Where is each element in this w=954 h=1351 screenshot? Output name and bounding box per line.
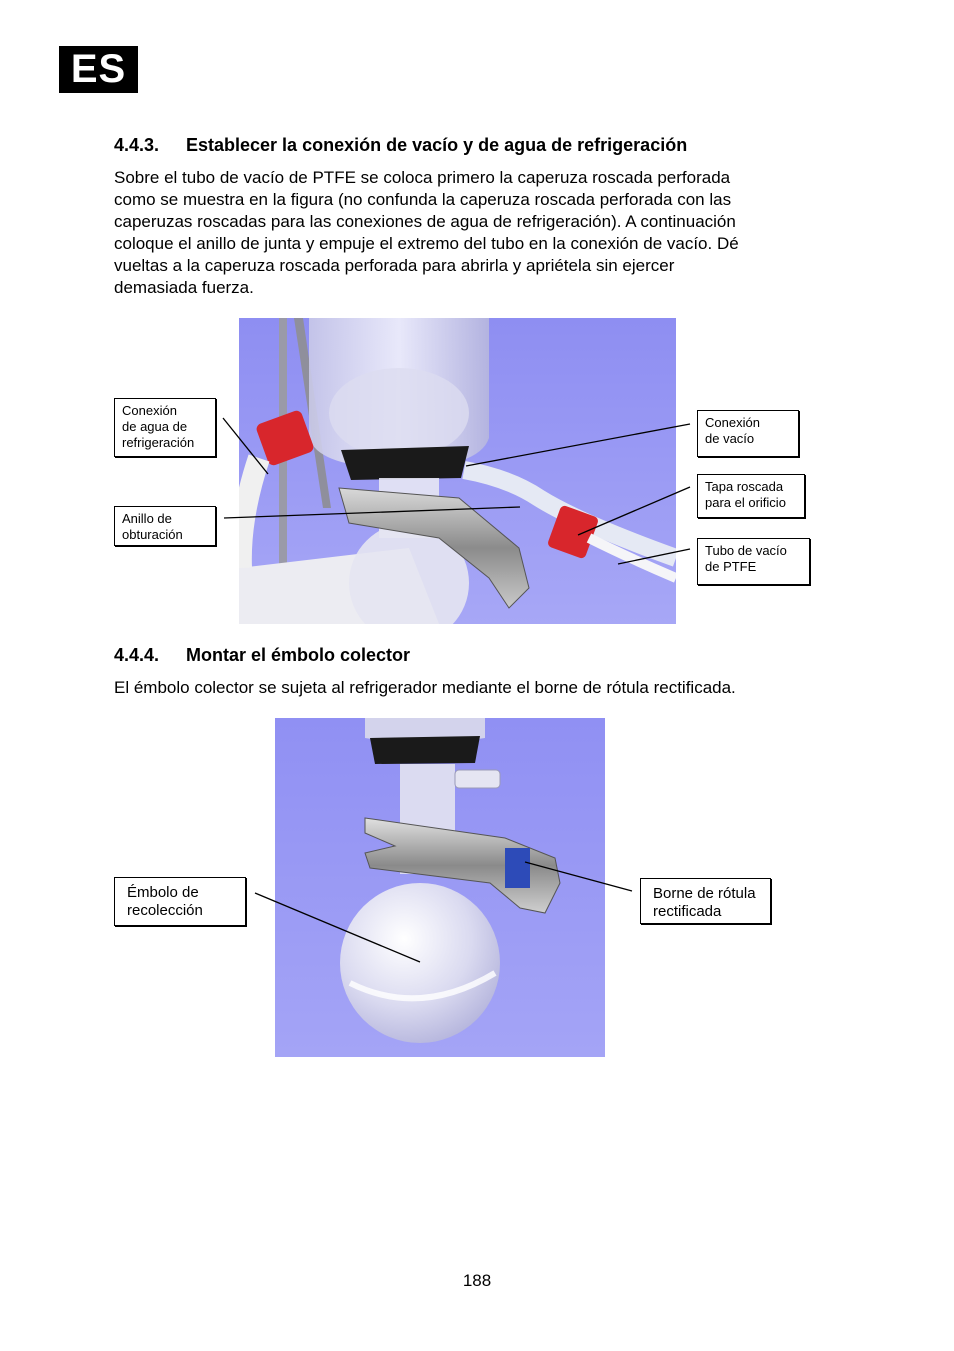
body-line: como se muestra en la figura (no confunda la caperuza roscada perforada con las (114, 190, 732, 209)
label-screw-cap: Tapa roscada para el orificio (697, 474, 805, 518)
section-heading-vacuum (114, 134, 687, 156)
label-ptfe-tube: Tubo de vacío de PTFE (697, 538, 810, 585)
photo-vacuum-connection (239, 318, 676, 624)
body-line: coloque el anillo de junta y empuje el extremo del tubo en la conexión de vacío. Dé (114, 234, 739, 253)
section-number: 4.4.3. (114, 135, 160, 155)
body-line: vueltas a la caperuza roscada perforada para abrirla y apriétela sin ejercer (114, 256, 675, 275)
body-line: El émbolo colector se sujeta al refrigerador mediante el borne de rótula rectificada. (114, 678, 736, 697)
body-line: caperuzas roscadas para las conexiones de agua de refrigeración). A continuación (114, 212, 736, 231)
label-receiving-flask: Émbolo de recolección (114, 877, 246, 926)
body-line: demasiada fuerza. (114, 278, 254, 297)
photo-flask-illustration (275, 718, 605, 1057)
section-title: Establecer la conexión de vacío y de agua de refrigeración (186, 135, 688, 155)
label-cooling-water-connection: Conexión de agua de refrigeración (114, 398, 216, 457)
section-body-vacuum (114, 167, 834, 299)
page-number: 188 (462, 1271, 492, 1290)
language-badge: ES (59, 46, 138, 93)
section-title: Montar el émbolo colector (186, 645, 411, 665)
section-number: 4.4.4. (114, 645, 160, 665)
section-heading-flask (114, 644, 410, 666)
label-seal-ring: Anillo de obturación (114, 506, 216, 546)
label-vacuum-connection: Conexión de vacío (697, 410, 799, 457)
photo-receiving-flask (275, 718, 605, 1057)
body-line: Sobre el tubo de vacío de PTFE se coloca primero la caperuza roscada perforada (114, 168, 731, 187)
section-body-flask (114, 677, 834, 699)
photo-vacuum-illustration (239, 318, 676, 624)
label-ball-joint-clamp: Borne de rótula rectificada (640, 878, 771, 924)
